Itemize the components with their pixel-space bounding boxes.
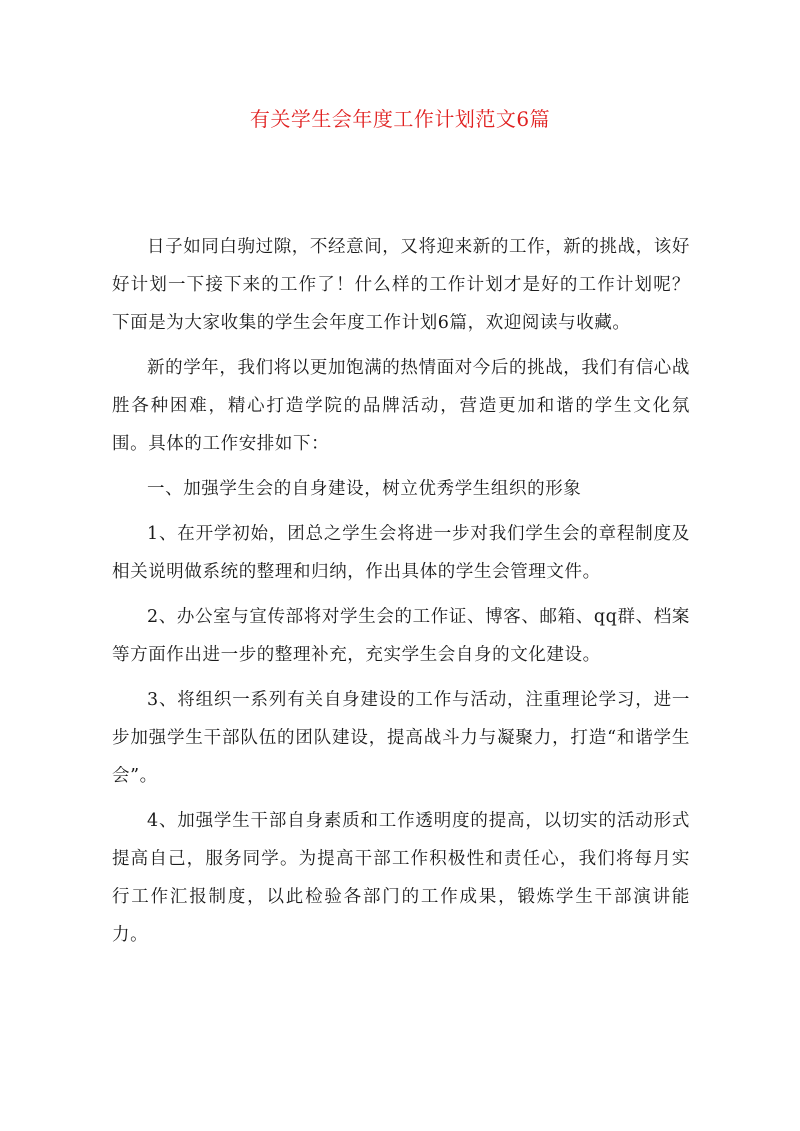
document-body [112, 228, 690, 961]
document-title: 有关学生会年度工作计划范文6篇 [249, 107, 551, 131]
list-item-4: 4、加强学生干部自身素质和工作透明度的提高，以切实的活动形式提高自己，服务同学。为提高干部工作积极性和责任心，我们将每月实行工作汇报制度，以此检验各部门的工作成果，锻炼学生干部演讲能力。 [112, 811, 690, 945]
list-item-1: 1、在开学初始，团总之学生会将进一步对我们学生会的章程制度及相关说明做系统的整理和归纳，作出具体的学生会管理文件。 [112, 524, 690, 582]
paragraph-intro: 日子如同白驹过隙，不经意间，又将迎来新的工作，新的挑战，该好好计划一下接下来的工作了！什么样的工作计划才是好的工作计划呢？下面是为大家收集的学生会年度工作计划6篇，欢迎阅读与收藏。 [112, 237, 690, 333]
paragraph-new-year: 新的学年，我们将以更加饱满的热情面对今后的挑战，我们有信心战胜各种困难，精心打造学院的品牌活动，营造更加和谐的学生文化氛围。具体的工作安排如下： [112, 358, 690, 454]
list-item-2: 2、办公室与宣传部将对学生会的工作证、博客、邮箱、qq群、档案等方面作出进一步的整理补充，充实学生会自身的文化建设。 [112, 607, 690, 665]
section-heading-1: 一、加强学生会的自身建设，树立优秀学生组织的形象 [147, 479, 582, 499]
list-item-3: 3、将组织一系列有关自身建设的工作与活动，注重理论学习，进一步加强学生干部队伍的团队建设，提高战斗力与凝聚力，打造“和谐学生会”。 [112, 690, 690, 786]
